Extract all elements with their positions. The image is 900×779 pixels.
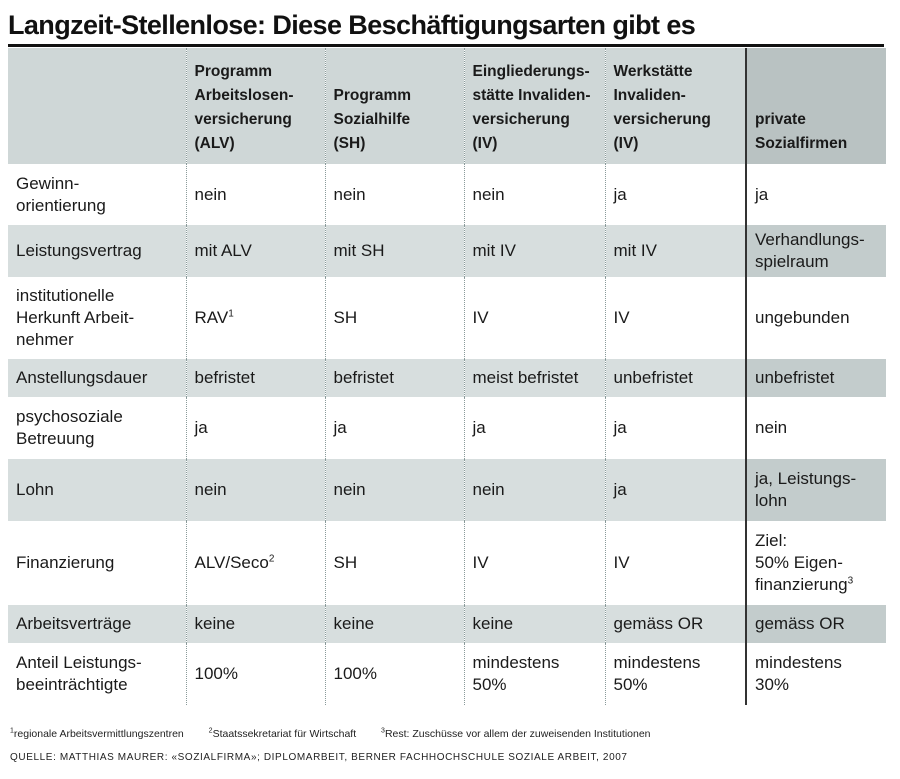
- table-cell: 100%: [186, 643, 325, 705]
- table-cell: ja: [746, 164, 886, 225]
- table-cell: IV: [605, 277, 746, 359]
- footnote-2: $^2$Staatssekretariat für Wirtschaft: [208, 727, 357, 740]
- table-cell: nein: [186, 459, 325, 521]
- footnotes: [10, 728, 890, 740]
- corner-cell: [8, 48, 186, 164]
- table-row-anstellungsdauer: [8, 359, 886, 397]
- table-row-arbeitsvertraege: [8, 605, 886, 643]
- page-title: Langzeit-Stellenlose: Diese Beschäftigungsarten gibt es: [8, 10, 696, 40]
- table-cell: befristet: [325, 359, 464, 397]
- column-header-iv-werkstaette: Werkstätte Invaliden- versicherung (IV): [605, 48, 746, 164]
- header-row: [8, 48, 886, 164]
- table-cell: ja: [605, 397, 746, 459]
- source-line: QUELLE: MATTHIAS MAURER: «SOZIALFIRMA»; DIPLOMARBEIT, BERNER FACHHOCHSCHULE SOZIALE ARBEIT, 2007: [10, 752, 628, 763]
- table-cell: IV: [605, 521, 746, 605]
- table-row-leistungsvertrag: [8, 225, 886, 277]
- table-cell: ja, Leistungs- lohn: [746, 459, 886, 521]
- row-label: Finanzierung: [16, 553, 115, 572]
- table-cell: nein: [325, 459, 464, 521]
- footnote-1: $^1$regionale Arbeitsvermittlungszentren: [10, 727, 184, 740]
- row-label: Arbeitsverträge: [8, 605, 186, 643]
- table-cell: nein: [464, 164, 605, 225]
- table-row-betreuung: [8, 397, 886, 459]
- table-cell: Ziel: 50% Eigen- finanzierung$^3$: [746, 521, 886, 605]
- table-cell: mindestens 50%: [464, 643, 605, 705]
- table-cell: nein: [746, 397, 886, 459]
- footnote-3: $^3$Rest: Zuschüsse vor allem der zuweisenden Institutionen: [381, 727, 651, 740]
- row-label: Anstellungsdauer: [8, 359, 186, 397]
- row-label: Leistungsvertrag: [8, 225, 186, 277]
- table-cell: gemäss OR: [746, 605, 886, 643]
- table-cell: keine: [186, 605, 325, 643]
- table-row-finanzierung: [8, 521, 886, 605]
- table-row-lohn: [8, 459, 886, 521]
- table-cell: IV: [464, 277, 605, 359]
- table-cell: 100%: [325, 643, 464, 705]
- table-cell: keine: [464, 605, 605, 643]
- row-label: psychosoziale Betreuung: [16, 407, 123, 448]
- column-header-private: private Sozialfirmen: [746, 48, 886, 164]
- table-cell: ja: [186, 397, 325, 459]
- table-cell: ja: [325, 397, 464, 459]
- table-cell: RAV$^1$: [186, 277, 325, 359]
- table-cell: ungebunden: [746, 277, 886, 359]
- table-cell: mit SH: [325, 225, 464, 277]
- table-cell: meist befristet: [464, 359, 605, 397]
- row-label: Lohn: [8, 459, 186, 521]
- table-cell: mit IV: [605, 225, 746, 277]
- table-cell: mindestens 50%: [605, 643, 746, 705]
- comparison-table: [8, 48, 886, 705]
- table-row-herkunft: [8, 277, 886, 359]
- table-cell: gemäss OR: [605, 605, 746, 643]
- table-cell: ja: [464, 397, 605, 459]
- row-label: Gewinn- orientierung: [16, 173, 106, 215]
- table-row-gewinnorientierung: [8, 164, 886, 225]
- title-rule: [8, 44, 884, 47]
- column-header-sh: Programm Sozialhilfe (SH): [325, 48, 464, 164]
- row-label: institutionelle Herkunft Arbeit- nehmer: [16, 286, 135, 349]
- table-cell: SH: [325, 521, 464, 605]
- table-cell: keine: [325, 605, 464, 643]
- table-cell: Verhandlungs- spielraum: [746, 225, 886, 277]
- table-cell: SH: [325, 277, 464, 359]
- table-cell: unbefristet: [746, 359, 886, 397]
- table-cell: befristet: [186, 359, 325, 397]
- table-cell: nein: [464, 459, 605, 521]
- table-cell: mindestens 30%: [746, 643, 886, 705]
- table-cell: ja: [605, 459, 746, 521]
- table-cell: nein: [186, 164, 325, 225]
- column-header-iv-eingliederung: Eingliederungs- stätte Invaliden- versicherung (IV): [464, 48, 605, 164]
- table-cell: nein: [325, 164, 464, 225]
- table-cell: ALV/Seco$^2$: [186, 521, 325, 605]
- column-header-alv: Programm Arbeitslosen- versicherung (ALV): [186, 48, 325, 164]
- row-label: Anteil Leistungs- beeinträchtigte: [16, 653, 142, 694]
- table-cell: mit ALV: [186, 225, 325, 277]
- table-cell: ja: [605, 164, 746, 225]
- table-row-anteil: [8, 643, 886, 705]
- table-cell: mit IV: [464, 225, 605, 277]
- table-cell: IV: [464, 521, 605, 605]
- table-cell: unbefristet: [605, 359, 746, 397]
